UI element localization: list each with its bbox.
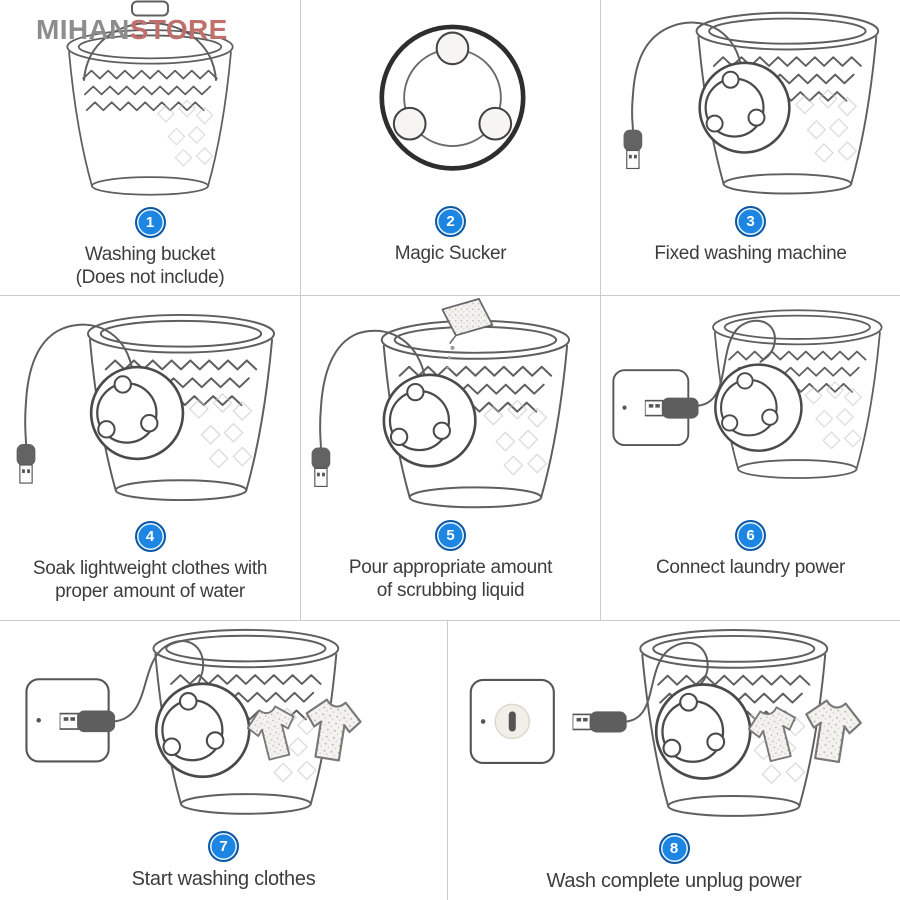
step-4-label <box>33 557 267 603</box>
soak-clothes-illustration <box>0 296 300 521</box>
step-8-panel <box>447 621 900 900</box>
step-4-badge <box>135 521 166 552</box>
step-6-label <box>656 556 845 579</box>
step-2-art <box>301 0 600 204</box>
store-logo-red: STORE <box>129 14 228 45</box>
step-7-panel <box>0 621 447 900</box>
step-5-label-line2: of scrubbing liquid <box>376 580 525 602</box>
step-6-number: 6 <box>746 527 755 545</box>
step-8-label-line1: Wash complete unplug power <box>546 869 802 892</box>
magic-sucker-illustration <box>301 0 600 204</box>
store-logo <box>36 14 228 46</box>
step-2-label <box>395 242 507 265</box>
step-1-label-line1: Washing bucket <box>84 244 216 265</box>
step-1-badge <box>135 207 166 238</box>
step-6-panel <box>600 296 900 620</box>
unplug-power-illustration <box>448 621 900 827</box>
step-4-art <box>0 296 300 521</box>
step-4-panel <box>0 296 300 620</box>
step-4-number: 4 <box>145 528 155 545</box>
steps-row-3 <box>0 621 900 900</box>
step-2-number: 2 <box>446 213 455 231</box>
step-7-number: 7 <box>219 837 228 855</box>
step-3-art <box>601 0 900 204</box>
step-3-badge <box>735 206 766 237</box>
step-2-badge <box>435 206 466 237</box>
step-3-panel <box>600 0 900 295</box>
start-washing-illustration <box>0 621 447 825</box>
step-7-art <box>0 621 447 825</box>
step-7-badge <box>208 831 239 862</box>
store-logo-gray: MIHAN <box>36 14 130 45</box>
step-4-label-line1: Soak lightweight clothes with <box>32 558 268 579</box>
step-5-badge <box>435 520 466 551</box>
step-2-label-line1: Magic Sucker <box>394 243 507 265</box>
step-7-label-line1: Start washing clothes <box>131 867 316 890</box>
step-5-number: 5 <box>446 527 455 545</box>
step-2-panel <box>300 0 600 295</box>
fixed-machine-illustration <box>601 0 900 204</box>
step-5-art <box>301 296 600 520</box>
step-6-badge <box>735 520 766 551</box>
step-8-label <box>547 869 802 893</box>
step-3-number: 3 <box>746 213 755 231</box>
step-1-label <box>76 243 225 289</box>
step-6-label-line1: Connect laundry power <box>655 557 846 579</box>
step-7-label <box>132 867 316 891</box>
step-4-label-line2: proper amount of water <box>55 581 245 603</box>
step-5-panel <box>300 296 600 620</box>
step-1-number: 1 <box>145 214 155 231</box>
step-3-label-line1: Fixed washing machine <box>654 243 847 265</box>
steps-row-2 <box>0 296 900 621</box>
step-6-art <box>601 296 900 520</box>
step-5-label <box>349 556 552 602</box>
step-5-label-line1: Pour appropriate amount <box>348 557 553 579</box>
connect-power-illustration <box>601 296 900 520</box>
step-1-label-line2: (Does not include) <box>75 267 225 289</box>
step-8-art <box>448 621 900 827</box>
pour-liquid-illustration <box>301 296 600 520</box>
step-8-number: 8 <box>669 839 679 857</box>
step-3-label <box>654 242 846 265</box>
step-8-badge <box>659 833 690 864</box>
